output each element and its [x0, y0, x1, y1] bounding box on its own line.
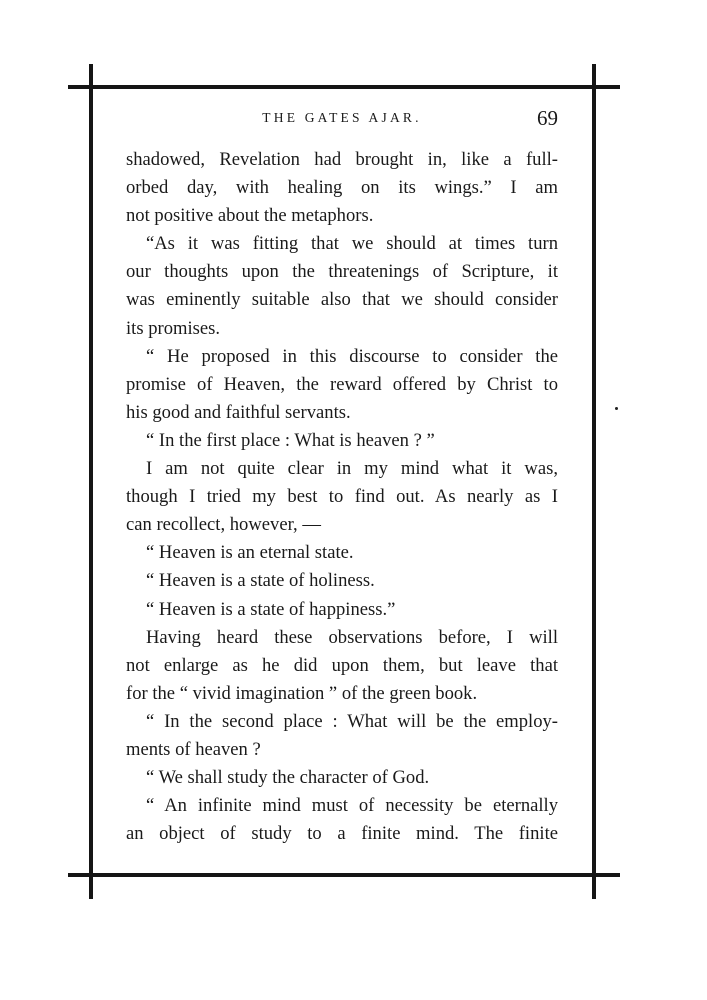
- bottom-border-rule: [68, 873, 620, 877]
- running-head: [124, 108, 560, 134]
- text-line: not enlarge as he did upon them, but leave that: [126, 654, 558, 676]
- text-line: “ In the first place : What is heaven ? ”: [146, 429, 435, 451]
- text-line: our thoughts upon the threatenings of Scripture, it: [126, 261, 558, 283]
- text-line: I am not quite clear in my mind what it was,: [146, 458, 558, 480]
- text-line: “ In the second place : What will be the employ-: [146, 710, 558, 732]
- right-border-rule: [592, 64, 596, 899]
- text-line: “ Heaven is a state of holiness.: [146, 570, 375, 592]
- text-line: Having heard these observations before, I will: [146, 626, 558, 648]
- text-line: “ Heaven is an eternal state.: [146, 542, 354, 564]
- text-line: “ We shall study the character of God.: [146, 767, 430, 789]
- text-line: its promises.: [126, 317, 221, 339]
- ink-speck: [615, 407, 618, 410]
- text-line: was eminently suitable also that we should consider: [126, 289, 558, 311]
- text-line: “ Heaven is a state of happiness.”: [146, 598, 396, 620]
- text-line: an object of study to a finite mind. The finite: [126, 823, 558, 845]
- body-text: [126, 146, 558, 848]
- top-border-rule: [68, 85, 620, 89]
- text-line: “As it was fitting that we should at times turn: [146, 233, 558, 255]
- text-line: can recollect, however, —: [126, 514, 321, 536]
- text-line: his good and faithful servants.: [126, 401, 351, 423]
- running-head-title: THE GATES AJAR.: [262, 110, 422, 125]
- text-line: not positive about the metaphors.: [126, 205, 374, 227]
- text-line: “ He proposed in this discourse to consider the: [146, 345, 558, 367]
- page-number: 69: [537, 106, 558, 130]
- text-line: ments of heaven ?: [126, 738, 261, 760]
- text-line: promise of Heaven, the reward offered by Christ to: [126, 373, 558, 395]
- text-line: orbed day, with healing on its wings.” I am: [126, 177, 558, 199]
- text-line: for the “ vivid imagination ” of the green book.: [126, 682, 478, 704]
- text-line: shadowed, Revelation had brought in, like a full-: [126, 149, 558, 170]
- left-border-rule: [89, 64, 93, 899]
- text-line: “ An infinite mind must of necessity be eternally: [146, 795, 558, 817]
- text-line: though I tried my best to find out. As nearly as I: [126, 486, 558, 508]
